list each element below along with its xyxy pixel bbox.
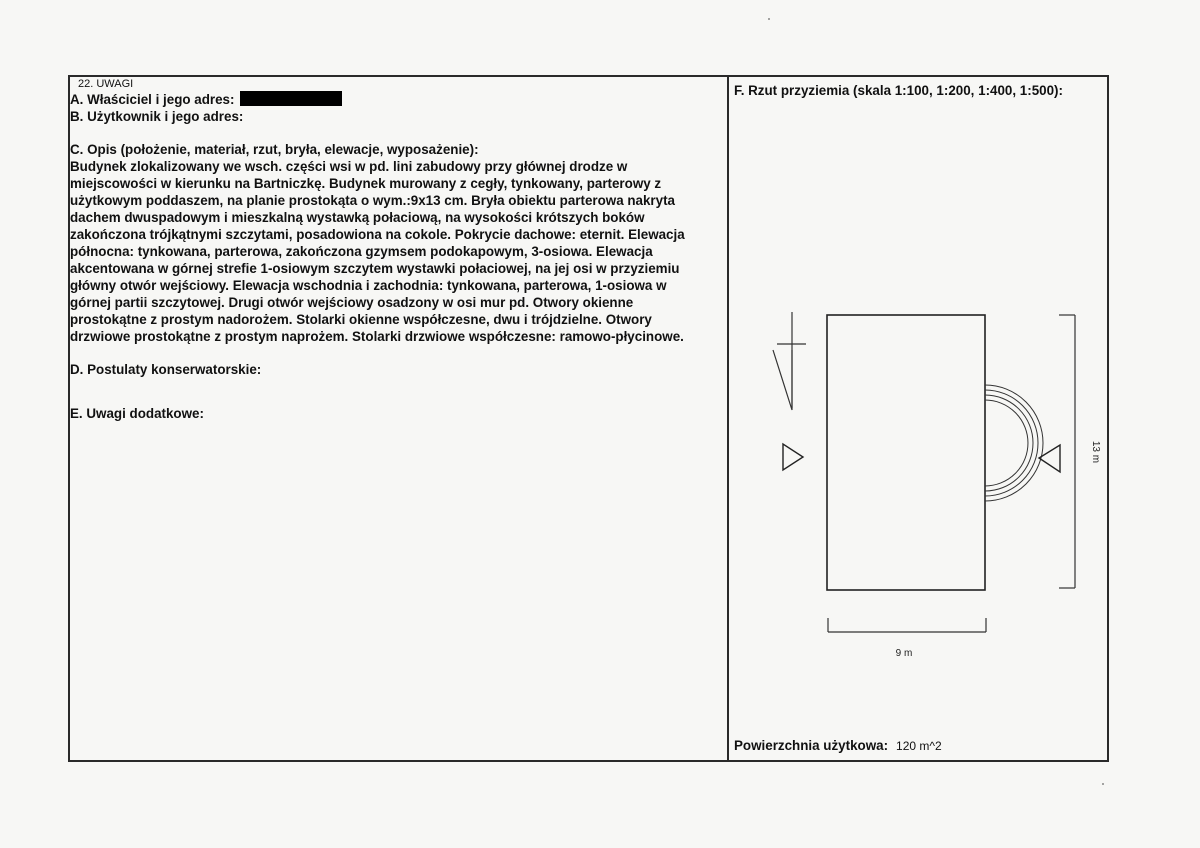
description-line: drzwiowe prostokątne z prostym naprożem. Stolarki drzwiowe współczesne: ramowo-płycinowe. [70,329,684,344]
description-line: użytkowym poddaszem, na planie prostokąta o wym.:9x13 cm. Bryła obiektu parterowa nakryta [70,193,675,208]
porch-semicircle [985,385,1043,501]
section-number: 22. UWAGI [78,78,134,90]
description-label: C. Opis (położenie, materiał, rzut, bryła, elewacje, wyposażenie): [70,142,479,157]
remarks-column [70,78,726,422]
description-line: zakończona trójkątnymi szczytami, posadowiona na cokole. Pokrycie dachowe: eternit. Elewacja [70,227,685,242]
description-line: główny otwór wejściowy. Elewacja wschodnia i zachodnia: tynkowana, parterowa, 1-osiowa w [70,278,667,293]
width-dimension-label: 9 m [895,648,913,659]
postulates-label: D. Postulaty konserwatorskie: [70,362,262,377]
description-text [70,158,726,345]
description-line: prostokątne z prostym nadorożem. Stolarki okienne współczesne, dwu i trójdzielne. Otwory [70,312,652,327]
floor-plan-drawing [729,100,1107,660]
usable-area-label: Powierzchnia użytkowa: [734,738,889,753]
width-dimension-line [828,618,986,632]
redaction-bar [240,91,342,106]
description-line: akcentowana w górnej strefie 1-osiowym szczytem wystawki połaciowej, na jej osi w przyziemiu [70,261,680,276]
building-outline [827,315,985,590]
entrance-arrow-icon [1039,445,1060,472]
scan-speck [1102,783,1104,785]
description-line: północna: tynkowana, parterowa, zakończona gzymsem podokapowym, 3-osiowa. Elewacja [70,244,653,259]
height-dimension-label: 13 m [1090,440,1101,464]
scan-speck [768,18,770,20]
usable-area-value: 120 m^2 [896,739,942,753]
north-arrow-icon [773,312,806,410]
description-line: miejscowości w kierunku na Bartniczkę. Budynek murowany z cegły, tynkowany, parterowy z [70,176,662,191]
user-label: B. Użytkownik i jego adres: [70,109,244,124]
owner-row [70,91,726,108]
description-line: dachem dwuspadowym i mieszkalną wystawką połaciową, na wysokości krótszych boków [70,210,645,225]
entrance-arrow-icon [783,444,803,470]
usable-area-row [734,738,942,753]
notes-label: E. Uwagi dodatkowe: [70,406,204,421]
description-line: Budynek zlokalizowany we wsch. części wsi w pd. lini zabudowy przy głównej drodze w [70,159,628,174]
floor-plan-title: F. Rzut przyziemia (skala 1:100, 1:200, 1:400, 1:500): [734,83,1063,98]
owner-label: A. Właściciel i jego adres: [70,92,235,107]
description-line: górnej partii szczytowej. Drugi otwór wejściowy osadzony w osi mur pd. Otwory okienne [70,295,634,310]
height-dimension-line [1059,315,1075,588]
